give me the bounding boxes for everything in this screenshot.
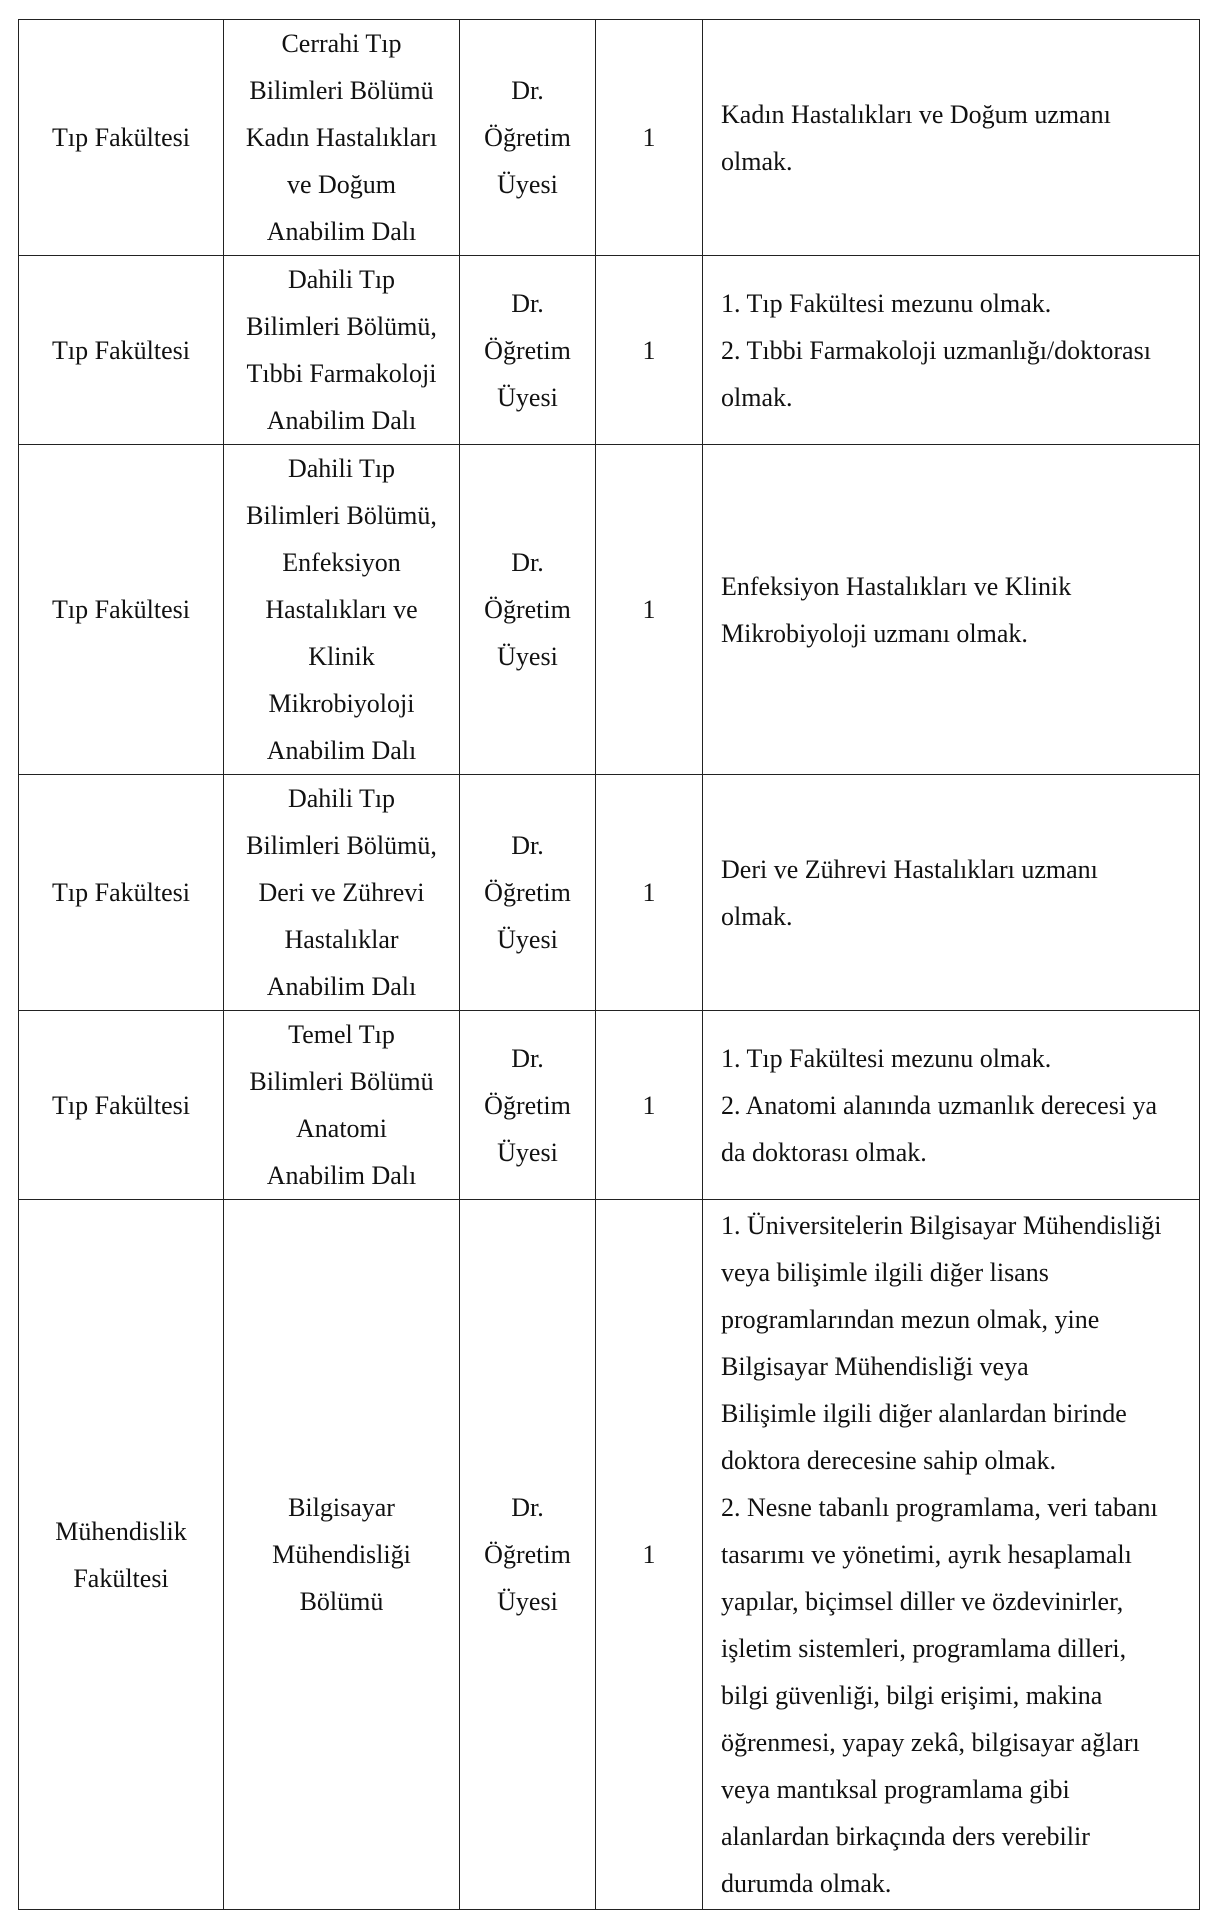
title-line: Dr. bbox=[511, 548, 544, 577]
faculty-text: Tıp Fakültesi bbox=[52, 123, 190, 152]
faculty-cell bbox=[19, 775, 224, 1011]
requirements-cell bbox=[703, 1011, 1200, 1200]
title-line: Öğretim bbox=[484, 878, 571, 907]
department-line: Hastalıkları ve bbox=[265, 595, 418, 624]
department-cell bbox=[224, 1200, 460, 1910]
requirement-line: Bilgisayar Mühendisliği veya bbox=[721, 1352, 1029, 1381]
requirement-line: Deri ve Zührevi Hastalıkları uzmanı bbox=[721, 854, 1098, 884]
title-line: Dr. bbox=[511, 831, 544, 860]
title-line: Üyesi bbox=[497, 925, 558, 954]
requirement-line: Mikrobiyoloji uzmanı olmak. bbox=[721, 618, 1028, 648]
requirement-line: olmak. bbox=[721, 901, 793, 931]
department-line: ve Doğum bbox=[286, 170, 397, 199]
requirement-line: 1. Üniversitelerin Bilgisayar Mühendisliği bbox=[721, 1211, 1162, 1240]
positions-table-body bbox=[19, 20, 1200, 1910]
department-line: Tıbbi Farmakoloji bbox=[246, 359, 437, 388]
requirement-line: öğrenmesi, yapay zekâ, bilgisayar ağları bbox=[721, 1728, 1140, 1757]
department-line: Klinik bbox=[308, 642, 375, 671]
title-line: Üyesi bbox=[497, 642, 558, 671]
faculty-text: Fakültesi bbox=[73, 1563, 169, 1593]
title-line: Üyesi bbox=[497, 1587, 558, 1616]
count-cell bbox=[596, 1011, 703, 1200]
table-row bbox=[19, 445, 1200, 775]
table-row bbox=[19, 20, 1200, 256]
requirement-line: veya bilişimle ilgili diğer lisans bbox=[721, 1258, 1049, 1287]
department-line: Anabilim Dalı bbox=[266, 1161, 417, 1190]
requirement-line: olmak. bbox=[721, 146, 793, 176]
department-line: Bilimleri Bölümü, bbox=[246, 831, 437, 860]
department-line: Cerrahi Tıp bbox=[281, 29, 402, 58]
department-cell bbox=[224, 775, 460, 1011]
department-line: Kadın Hastalıkları bbox=[245, 123, 438, 152]
requirements-cell bbox=[703, 445, 1200, 775]
table-row bbox=[19, 775, 1200, 1011]
requirement-line: durumda olmak. bbox=[721, 1869, 892, 1898]
title-line: Üyesi bbox=[497, 170, 558, 199]
department-line: Anabilim Dalı bbox=[266, 972, 417, 1001]
requirement-line: Kadın Hastalıkları ve Doğum uzmanı bbox=[721, 99, 1111, 129]
department-cell bbox=[224, 445, 460, 775]
count-text: 1 bbox=[642, 595, 656, 624]
title-cell bbox=[460, 775, 596, 1011]
department-line: Bölümü bbox=[299, 1587, 384, 1616]
faculty-text: Tıp Fakültesi bbox=[52, 878, 190, 907]
faculty-text: Tıp Fakültesi bbox=[52, 1090, 190, 1120]
department-cell bbox=[224, 20, 460, 256]
department-line: Bilimleri Bölümü bbox=[249, 76, 434, 105]
department-cell bbox=[224, 256, 460, 445]
title-line: Dr. bbox=[511, 1043, 544, 1073]
department-line: Dahili Tıp bbox=[287, 454, 396, 483]
department-line: Hastalıklar bbox=[284, 925, 399, 954]
title-line: Üyesi bbox=[497, 382, 558, 412]
faculty-cell bbox=[19, 256, 224, 445]
requirement-line: tasarımı ve yönetimi, ayrık hesaplamalı bbox=[721, 1540, 1132, 1569]
title-cell bbox=[460, 445, 596, 775]
department-line: Bilimleri Bölümü bbox=[249, 1067, 434, 1096]
faculty-cell bbox=[19, 1011, 224, 1200]
requirement-line: 1. Tıp Fakültesi mezunu olmak. bbox=[721, 1043, 1052, 1073]
department-line: Deri ve Zührevi bbox=[258, 878, 425, 907]
department-line: Anabilim Dalı bbox=[266, 736, 417, 765]
requirement-line: 2. Nesne tabanlı programlama, veri tabanı bbox=[721, 1493, 1158, 1522]
requirement-line: alanlardan birkaçında ders verebilir bbox=[721, 1822, 1090, 1851]
title-line: Dr. bbox=[511, 288, 544, 318]
requirement-line: işletim sistemleri, programlama dilleri, bbox=[721, 1634, 1127, 1663]
count-text: 1 bbox=[642, 335, 656, 365]
title-line: Üyesi bbox=[497, 1137, 558, 1167]
count-text: 1 bbox=[642, 878, 656, 907]
requirement-line: yapılar, biçimsel diller ve özdevinirler, bbox=[721, 1587, 1124, 1616]
title-line: Dr. bbox=[511, 76, 544, 105]
table-row bbox=[19, 256, 1200, 445]
table-row bbox=[19, 1200, 1200, 1910]
faculty-text: Tıp Fakültesi bbox=[52, 335, 190, 365]
faculty-text: Mühendislik bbox=[55, 1516, 187, 1546]
department-cell bbox=[224, 1011, 460, 1200]
requirement-line: olmak. bbox=[721, 382, 793, 412]
title-cell bbox=[460, 256, 596, 445]
count-cell bbox=[596, 20, 703, 256]
requirements-cell bbox=[703, 256, 1200, 445]
faculty-cell bbox=[19, 1200, 224, 1910]
faculty-text: Tıp Fakültesi bbox=[52, 595, 190, 624]
requirement-line: da doktorası olmak. bbox=[721, 1137, 927, 1167]
count-cell bbox=[596, 256, 703, 445]
table-row bbox=[19, 1011, 1200, 1200]
requirement-line: 2. Tıbbi Farmakoloji uzmanlığı/doktorası bbox=[721, 335, 1151, 365]
title-line: Öğretim bbox=[484, 1090, 571, 1120]
requirements-cell bbox=[703, 775, 1200, 1011]
requirement-line: doktora derecesine sahip olmak. bbox=[721, 1446, 1056, 1475]
requirement-line: programlarından mezun olmak, yine bbox=[721, 1305, 1100, 1334]
count-text: 1 bbox=[642, 1090, 656, 1120]
requirement-line: Bilişimle ilgili diğer alanlardan birinde bbox=[721, 1399, 1127, 1428]
department-line: Dahili Tıp bbox=[287, 784, 396, 813]
department-line: Bilimleri Bölümü, bbox=[246, 312, 437, 341]
department-line: Dahili Tıp bbox=[287, 265, 396, 294]
requirement-line: bilgi güvenliği, bilgi erişimi, makina bbox=[721, 1681, 1103, 1710]
count-text: 1 bbox=[642, 123, 656, 152]
title-line: Öğretim bbox=[484, 335, 571, 365]
title-line: Öğretim bbox=[484, 595, 571, 624]
positions-table bbox=[18, 19, 1200, 1910]
requirements-cell bbox=[703, 1200, 1200, 1910]
count-cell bbox=[596, 775, 703, 1011]
title-cell bbox=[460, 20, 596, 256]
department-line: Mühendisliği bbox=[272, 1540, 411, 1569]
title-line: Dr. bbox=[511, 1493, 544, 1522]
requirement-line: veya mantıksal programlama gibi bbox=[721, 1775, 1070, 1804]
department-line: Bilimleri Bölümü, bbox=[246, 501, 437, 530]
department-line: Anatomi bbox=[296, 1114, 387, 1143]
department-line: Anabilim Dalı bbox=[266, 217, 417, 246]
requirement-line: 1. Tıp Fakültesi mezunu olmak. bbox=[721, 288, 1052, 318]
faculty-cell bbox=[19, 20, 224, 256]
title-line: Öğretim bbox=[484, 1540, 571, 1569]
faculty-cell bbox=[19, 445, 224, 775]
count-cell bbox=[596, 445, 703, 775]
requirement-line: Enfeksiyon Hastalıkları ve Klinik bbox=[721, 571, 1072, 601]
department-line: Enfeksiyon bbox=[282, 548, 401, 577]
department-line: Mikrobiyoloji bbox=[268, 689, 415, 718]
title-cell bbox=[460, 1200, 596, 1910]
requirement-line: 2. Anatomi alanında uzmanlık derecesi ya bbox=[721, 1090, 1158, 1120]
title-cell bbox=[460, 1011, 596, 1200]
title-line: Öğretim bbox=[484, 123, 571, 152]
department-line: Anabilim Dalı bbox=[266, 406, 417, 435]
department-line: Temel Tıp bbox=[288, 1020, 395, 1049]
count-cell bbox=[596, 1200, 703, 1910]
requirements-cell bbox=[703, 20, 1200, 256]
department-line: Bilgisayar bbox=[288, 1493, 395, 1522]
count-text: 1 bbox=[642, 1540, 656, 1569]
